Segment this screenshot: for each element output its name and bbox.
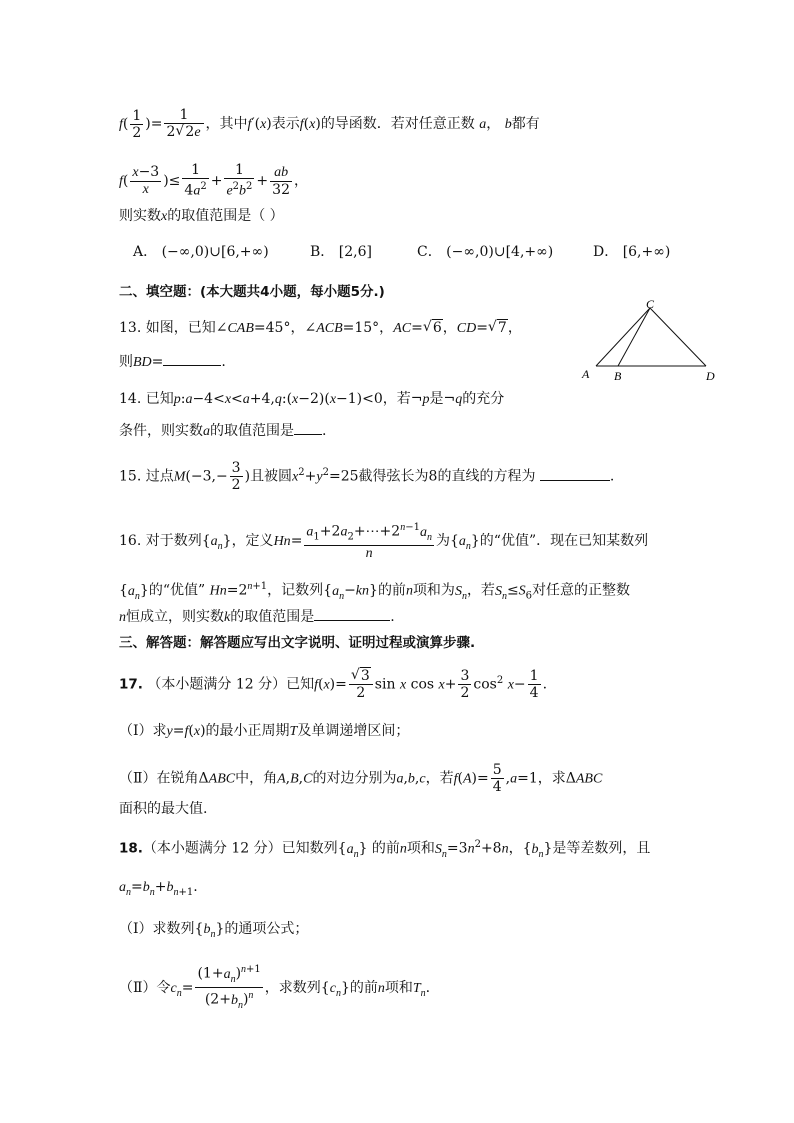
q12-option-c: C． (−∞,0)∪[4,+∞) [417, 244, 554, 260]
q17-part2-end: 面积的最大值. [119, 801, 208, 817]
q18-part2: （Ⅱ）令$c_n=$ $\frac{(1+a_n)^{n+1}}{(2+b_n)^n}$ ，求数列$\{c_n\}$的前n项和$T_n$. [119, 964, 431, 1011]
q18-part1: （Ⅰ）求数列$\{b_n\}$的通项公式； [119, 921, 309, 940]
section-3-title: 三、解答题：解答题应写出文字说明、证明过程或演算步骤. [119, 635, 476, 651]
q12-line1: f( $\frac{1}{2}$ )= 1 2 √ 2e ，其中f′(x)表示f(x)的导函数．若对任意正数 a， b都有 [119, 107, 540, 141]
label-a: A [582, 367, 590, 381]
q16-line2: $\{a_n\}$的“优值” $Hn=2^{n+1}$，记数列$\{a_n-kn\}$的前n项和为$S_n$，若$S_n\le S_6$对任意的正整数 [119, 581, 631, 602]
q12-ask: 则实数x的取值范围是（ ） [119, 208, 284, 224]
q12-option-a: A． (−∞,0)∪[6,+∞) [133, 244, 269, 260]
q17-part2: （Ⅱ）在锐角ΔABC中，角A,B,C的对边分别为a,b,c，若f(A)= $\frac{5}{4}$ ,a=1，求ΔABC [119, 762, 603, 795]
q13-line2: 则BD= . [119, 351, 679, 374]
q18-head: 18.（本小题满分 12 分）已知数列$\{a_n\}$ 的前n项和$S_n=3n^2+8n$，$\{b_n\}$是等差数列，且 [119, 839, 651, 860]
label-b: B [614, 369, 622, 383]
side-cd [650, 308, 706, 366]
q12-option-d: D． [6,+∞) [593, 244, 671, 260]
section-2-title: 二、填空题：(本大题共4小题，每小题5分.) [119, 284, 385, 300]
q13-line1: 13. 如图，已知∠CAB=45°，∠ACB=15°，AC= √ 6，CD= √ 7， [119, 319, 522, 336]
q15-line: 15. 过点M(−3,− $\frac{3}{2}$ )且被圆$x^2+y^2=25$截得弦长为8的直线的方程为 . [119, 460, 615, 493]
triangle-figure [578, 300, 728, 385]
q14-line1: 14. 已知p:a−4<x<a+4,q:(x−2)(x−1)<0，若¬p是¬q的充分 [119, 391, 505, 407]
q12-option-b: B． [2,6] [310, 244, 372, 260]
label-d: D [706, 369, 715, 383]
q17-head: 17. （本小题满分 12 分）已知f(x)= √ 3 2 sin x cos x+ $\frac{3}{2}$ $\cos^2 x-$ $\frac{1}{4}$ . [119, 667, 548, 701]
q17-part1: （Ⅰ）求y=f(x)的最小正周期T及单调递增区间； [119, 723, 410, 739]
q18-line2: $a_n=b_n+b_{n+1}$. [119, 879, 198, 898]
label-c: C [646, 300, 655, 311]
q16-line1: 16. 对于数列$\{a_n\}$，定义Hn= $\frac{a_1+2a_2+\cdots+2^{n-1}a_n}{n}$ 为$\{a_n\}$的“优值”．现在已知某数列 [119, 522, 649, 562]
q14-line2: 条件，则实数a的取值范围是 . [119, 420, 679, 443]
q12-line2: f( $\frac{x-3}{x}$ )≤ $\frac{1}{4a^2}$ + $\frac{1}{e^2b^2}$ + $\frac{ab}{32}$ ， [119, 162, 308, 199]
q16-line3: n恒成立，则实数k的取值范围是 . [119, 606, 679, 629]
